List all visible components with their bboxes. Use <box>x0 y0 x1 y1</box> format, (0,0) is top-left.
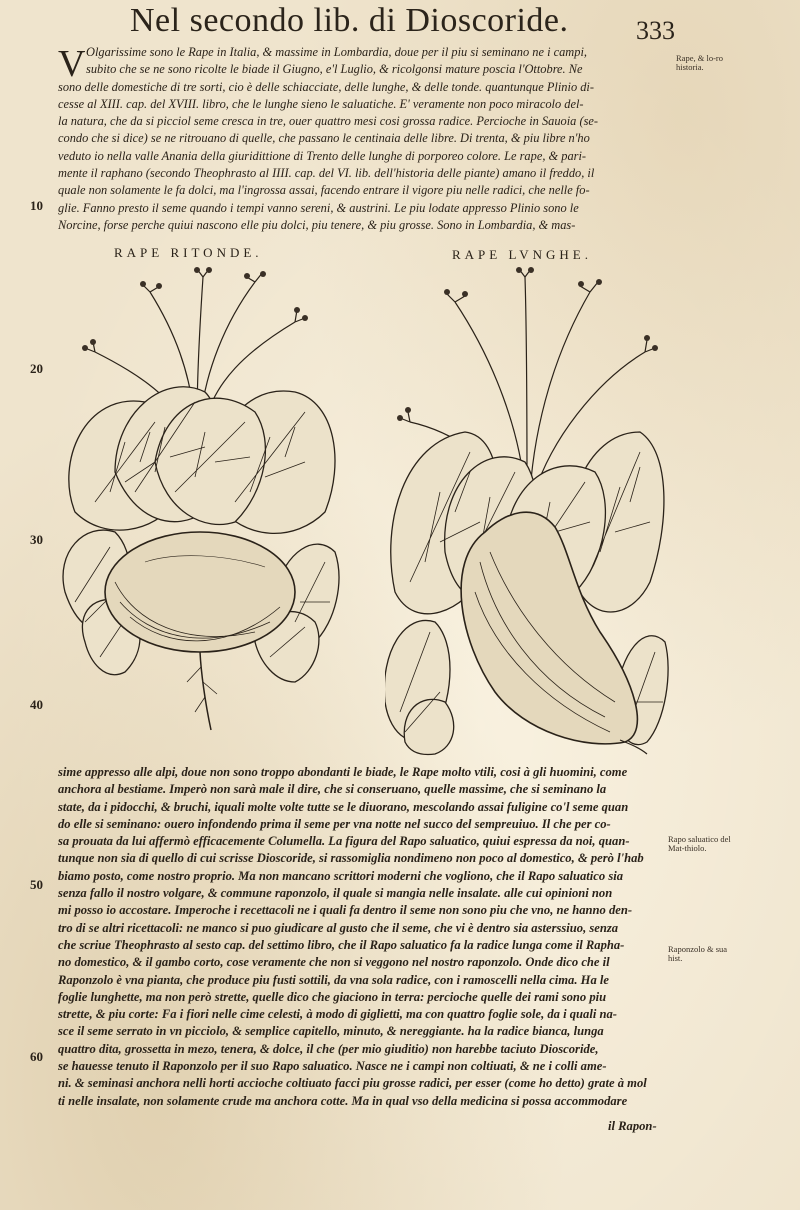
text-line: veduto io nella valle Anania della giuridittione di Trento delle lunghe di porporeo colore. Le rape, & pari- <box>58 148 587 163</box>
page-header-title: Nel secondo lib. di Dioscoride. <box>130 2 569 39</box>
line-number: 60 <box>30 1049 43 1064</box>
text-line: quattro dita, grossetta in mezo, tenera, & dolce, il che (per mio giuditio) non harebbe taciuto Dioscoride, <box>58 1041 599 1056</box>
text-line: cesse al XIII. cap. del XVIII. libro, che le lunghe sieno le saluatiche. E' veramente non poco miracolo del- <box>58 96 584 111</box>
line-number: 10 <box>30 198 43 213</box>
text-line: tro di se altri ricettacoli: ne manco si puo giudicare al gusto che il seme, che vi è dentro sia asterssiuo, senza <box>58 920 619 935</box>
top-paragraph <box>58 44 665 234</box>
text-line: sa prouata da lui affermò efficacemente Columella. La figura del Rapo saluatico, quiui espressa da noi, quan- <box>58 834 630 849</box>
text-line: mi posso io accostare. Imperoche i recettacoli ne i quali fa dentro il seme non sono piu che vno, ne hanno den- <box>58 903 633 918</box>
text-line: do elle si seminano: ouero infondendo prima il seme per vna notte nel succo del sempreuiuo. Il che per co- <box>58 816 611 831</box>
text-line: se hauesse tenuto il Raponzolo per il suo Rapo saluatico. Nasce ne i campi non coltiuati, & ne i colli ame- <box>58 1059 607 1074</box>
text-line: la natura, che da si picciol seme cresca in tre, ouer quattro mesi cosi grossa radice. Percioche in Sauoia (se- <box>58 114 599 129</box>
catchword: il Rapon- <box>608 1119 657 1133</box>
text-line: subito che se ne sono ricolte le biade il Giugno, e'l Luglio, & ricolgonsi mature poscia l'Ottobre. Ne <box>86 62 583 77</box>
text-line: sce il seme serrato in vn picciolo, & semplice capitello, minuto, & nereggiante. ha la radice bianca, lunga <box>58 1024 604 1039</box>
text-line: glie. Fanno presto il seme quando i tempi vanno sereni, & austrini. Le piu lodate appresso Plinio sono le <box>58 200 579 215</box>
text-line: sono delle domestiche di tre sorti, cio è delle schiacciate, delle lunghe, & delle tonde. quantunque Plinio di- <box>58 79 594 94</box>
margin-note: Rape, & lo-ro historia. <box>676 53 723 72</box>
margin-note: Raponzolo & sua hist. <box>668 944 728 963</box>
text-line: ni. & seminasi anchora nelli horti accioche coltiuato facci piu grosse radici, per esser (come ho detto) grate à mol <box>58 1076 647 1091</box>
text-line: strette, & piu corte: Fa i fiori nelle cime celesti, à modo di giglietti, ma con quattro foglie sole, da i quali na- <box>58 1007 617 1022</box>
text-line: condo che si dice) se ne ritrouano di quelle, che passano le centinaia delle libre. Di trenta, & piu libre n'ho <box>58 131 590 146</box>
text-line: Raponzolo è vna pianta, che produce piu fusti sottili, da vna sola radice, con i ramoscelli nella cima. Ha le <box>58 972 609 987</box>
line-number: 50 <box>30 877 43 892</box>
line-number: 30 <box>30 532 43 547</box>
text-line: che scriue Theophrasto al sesto cap. del settimo libro, che il Rapo saluatico fa la radice lunga come il Rapha- <box>58 937 625 952</box>
margin-note: Rapo saluatico del Mat-thiolo. <box>668 834 731 853</box>
text-line: senza fallo il nostro volgare, & commune raponzolo, il quale si mangia nelle insalate. alle cui opinioni non <box>58 886 613 901</box>
text-line: state, da i pidocchi, & bruchi, iquali molte volte tutte se le diuorano, mescolando assai fuligine co'l seme quan <box>58 799 629 814</box>
text-line: Olgarissime sono le Rape in Italia, & massime in Lombardia, doue per il piu si seminano ne i campi, <box>86 45 587 59</box>
text-line: mente il raphano (secondo Theophrasto al IIII. cap. del VI. lib. dell'historia delle piante) amano il freddo, il <box>58 166 595 181</box>
text-line: biamo posto, come nostro proprio. Ma non mancano scrittori moderni che vogliono, che il Rapo saluatico sia <box>58 868 624 883</box>
line-number: 20 <box>30 361 43 376</box>
text-line: quale non solamente le fa dolci, ma l'ingrossa assai, facendo entrare il vigore piu nelle radici, che nelle fo- <box>58 183 590 198</box>
line-number: 40 <box>30 697 43 712</box>
text-line: anchora al bestiame. Imperò non sarà male il dire, che si conseruano, quelle massime, che si seminano la <box>58 782 607 797</box>
text-line: no domestico, & il gambo corto, cose veramente che non si veggono nel nostro raponzolo. Onde dico che il <box>58 955 610 970</box>
drop-cap: V <box>58 43 86 85</box>
plate-caption-long-turnips: RAPE LVNGHE. <box>452 247 592 262</box>
long-turnip-illustration <box>385 262 670 757</box>
text-line: foglie lunghette, ma non però strette, quelle dico che giaciono in terra: percioche quelle dei rami sono piu <box>58 989 607 1004</box>
round-turnip-illustration <box>55 262 340 732</box>
plate-caption-round-turnips: RAPE RITONDE. <box>114 245 263 260</box>
page-number: 333 <box>636 16 675 45</box>
text-line: Norcine, forse perche quiui nascono elle piu dolci, piu tenere, & piu grosse. Sono in Lombardia, & mas- <box>58 217 576 232</box>
text-line: ti nelle insalate, non solamente crude ma anchora cotte. Ma in qual vso della medicina si possa accommodare <box>58 1093 628 1108</box>
text-line: tunque non sia di quello di cui scrisse Dioscoride, si rassomiglia nondimeno non poco al domestico, & però l'hab <box>58 851 644 866</box>
text-line: sime appresso alle alpi, doue non sono troppo abondanti le biade, le Rape molto vtili, cosi à gli huomini, come <box>58 765 628 779</box>
bottom-paragraph <box>58 764 665 1110</box>
